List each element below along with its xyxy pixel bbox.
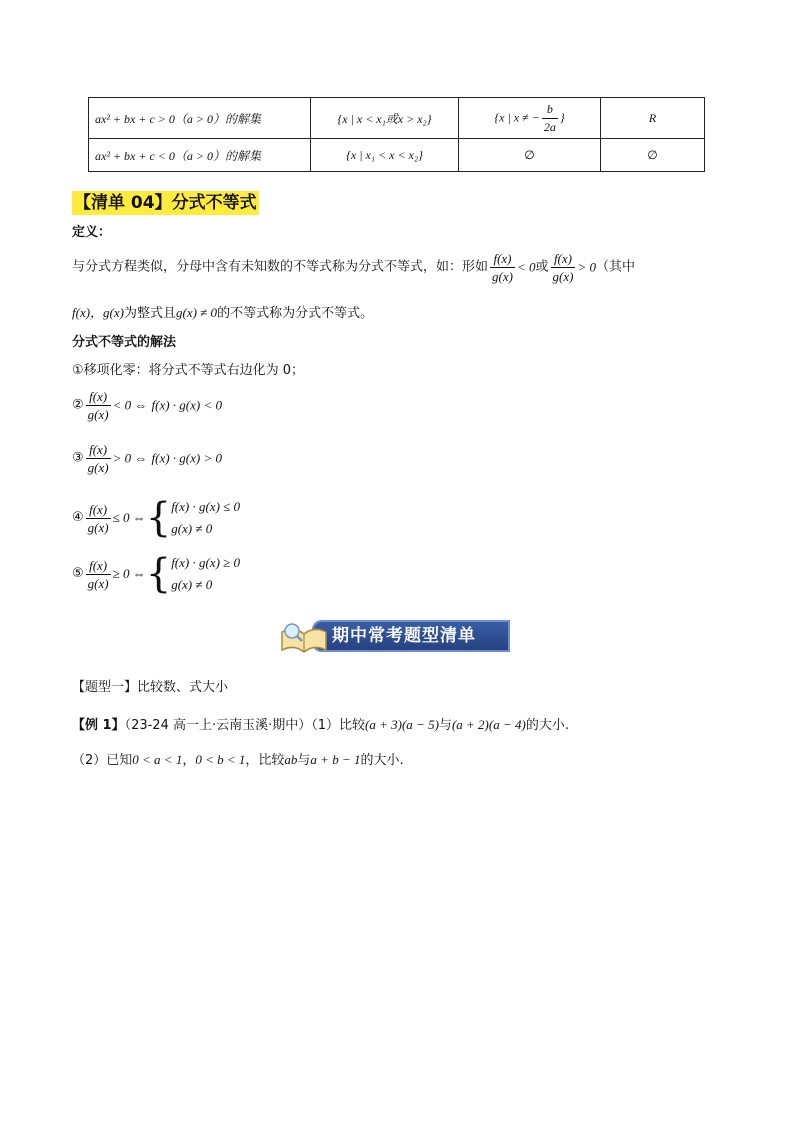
table-cell: {x | x₁ < x < x₂} (311, 139, 459, 172)
step-2 (72, 388, 222, 432)
or-text: 或 (535, 259, 549, 275)
example-1-part-1 (72, 715, 569, 736)
table-cell: ax² + bx + c < 0（a > 0）的解集 (89, 139, 311, 172)
table-cell: ∅ (601, 139, 705, 172)
system-line: f(x) · g(x) ≥ 0 (171, 555, 241, 570)
example-text: ，比较 (245, 753, 285, 768)
fraction (490, 250, 515, 285)
step-1 (72, 361, 304, 381)
relation-text: < 0 (516, 259, 536, 275)
fraction-denominator: g(x) (87, 407, 109, 422)
relation-text: > 0 ⇔ (112, 450, 148, 466)
system-line: f(x) · g(x) ≤ 0 (171, 499, 241, 514)
fraction-denominator: g(x) (87, 519, 109, 535)
relation-text: ≤ 0 ⇔ (112, 510, 146, 525)
step-4 (72, 496, 240, 542)
table-row (89, 98, 705, 139)
fraction-denominator: g(x) (552, 269, 574, 284)
table-cell: {x | x < x₁或x > x₂} (311, 98, 459, 139)
system-line: g(x) ≠ 0 (171, 521, 213, 536)
math-expression: (a + 3)(a − 5) (365, 717, 439, 732)
definition-text: 与分式方程类似，分母中含有未知数的不等式称为分式不等式，如：形如 (72, 259, 489, 275)
banner-title: 期中常考题型清单 (332, 626, 476, 646)
fraction (86, 441, 111, 476)
system (171, 552, 240, 596)
definition-line-1 (72, 250, 732, 294)
system (171, 496, 240, 540)
math-text: f(x)，g(x) (72, 305, 124, 320)
problem-type-label: 【题型一】比较数、式大小 (72, 680, 229, 695)
step-mark: ⑤ (72, 566, 84, 581)
fraction-numerator: f(x) (86, 388, 111, 406)
fraction (542, 101, 558, 136)
fraction-denominator: g(x) (87, 575, 109, 591)
step-3 (72, 441, 222, 485)
math-expression: ab (284, 752, 298, 767)
example-source: （23-24 高一上·云南玉溪·期中） (124, 718, 312, 733)
fraction (86, 557, 111, 592)
example-text: （2）已知 (72, 753, 133, 768)
fraction-numerator: f(x) (86, 441, 111, 459)
left-brace: { (145, 495, 172, 541)
step-mark: ③ (72, 450, 84, 466)
relation-text: < 0 ⇔ (112, 397, 148, 413)
example-1-part-2 (72, 750, 404, 771)
math-expression: (a + 2)(a − 4) (451, 717, 526, 732)
definition-line-2 (72, 303, 373, 324)
relation-text: > 0 (577, 259, 596, 275)
fraction-numerator: f(x) (86, 557, 111, 575)
step-5 (72, 552, 240, 598)
math-expression: a + b − 1 (310, 752, 361, 767)
table-row (89, 139, 705, 172)
fraction (86, 501, 111, 536)
table-cell: ∅ (459, 139, 601, 172)
paren-text: （其中 (595, 259, 635, 275)
table-cell (459, 98, 601, 139)
cell-suffix: } (559, 109, 565, 124)
example-text: 与 (438, 718, 452, 733)
fraction-numerator: b (542, 101, 558, 119)
left-brace: { (145, 551, 172, 597)
table-cell: R (601, 98, 705, 139)
fraction-denominator: g(x) (87, 460, 109, 475)
section-banner (284, 618, 512, 654)
definition-text: 的不等式称为分式不等式。 (217, 306, 374, 321)
definition-text: 为整式且 (123, 306, 176, 321)
equivalent-expression: f(x) · g(x) < 0 (151, 397, 223, 413)
math-text: g(x) ≠ 0 (175, 305, 218, 320)
math-expression: 0 < b < 1 (195, 752, 246, 767)
section-title: 【清单 04】分式不等式 (74, 193, 257, 213)
relation-text: ≥ 0 ⇔ (112, 566, 146, 581)
fraction (86, 388, 111, 423)
example-text: 与 (297, 753, 311, 768)
system-line: g(x) ≠ 0 (171, 577, 213, 592)
math-expression: 0 < a < 1 (132, 752, 183, 767)
fraction-numerator: f(x) (86, 501, 111, 519)
method-label: 分式不等式的解法 (72, 335, 177, 350)
solution-set-table (88, 97, 705, 172)
example-text: （1）比较 (311, 718, 366, 733)
cell-prefix: {x | x ≠ − (494, 109, 540, 124)
definition-label: 定义： (72, 225, 112, 240)
example-label: 【例 1】 (72, 718, 125, 733)
step-mark: ① (72, 363, 84, 378)
example-text: ， (182, 753, 196, 768)
table-cell: ax² + bx + c > 0（a > 0）的解集 (89, 98, 311, 139)
step-mark: ② (72, 397, 84, 413)
open-book-icon (278, 622, 330, 654)
fraction-numerator: f(x) (551, 250, 576, 268)
step-mark: ④ (72, 510, 84, 525)
step-text: 移项化零：将分式不等式右边化为 0； (83, 363, 305, 378)
fraction-denominator: 2a (543, 119, 556, 134)
fraction-numerator: f(x) (490, 250, 515, 268)
equivalent-expression: f(x) · g(x) > 0 (151, 450, 223, 466)
example-text: 的大小. (525, 718, 569, 733)
fraction-denominator: g(x) (492, 269, 513, 284)
fraction (551, 250, 576, 285)
example-text: 的大小. (360, 753, 404, 768)
